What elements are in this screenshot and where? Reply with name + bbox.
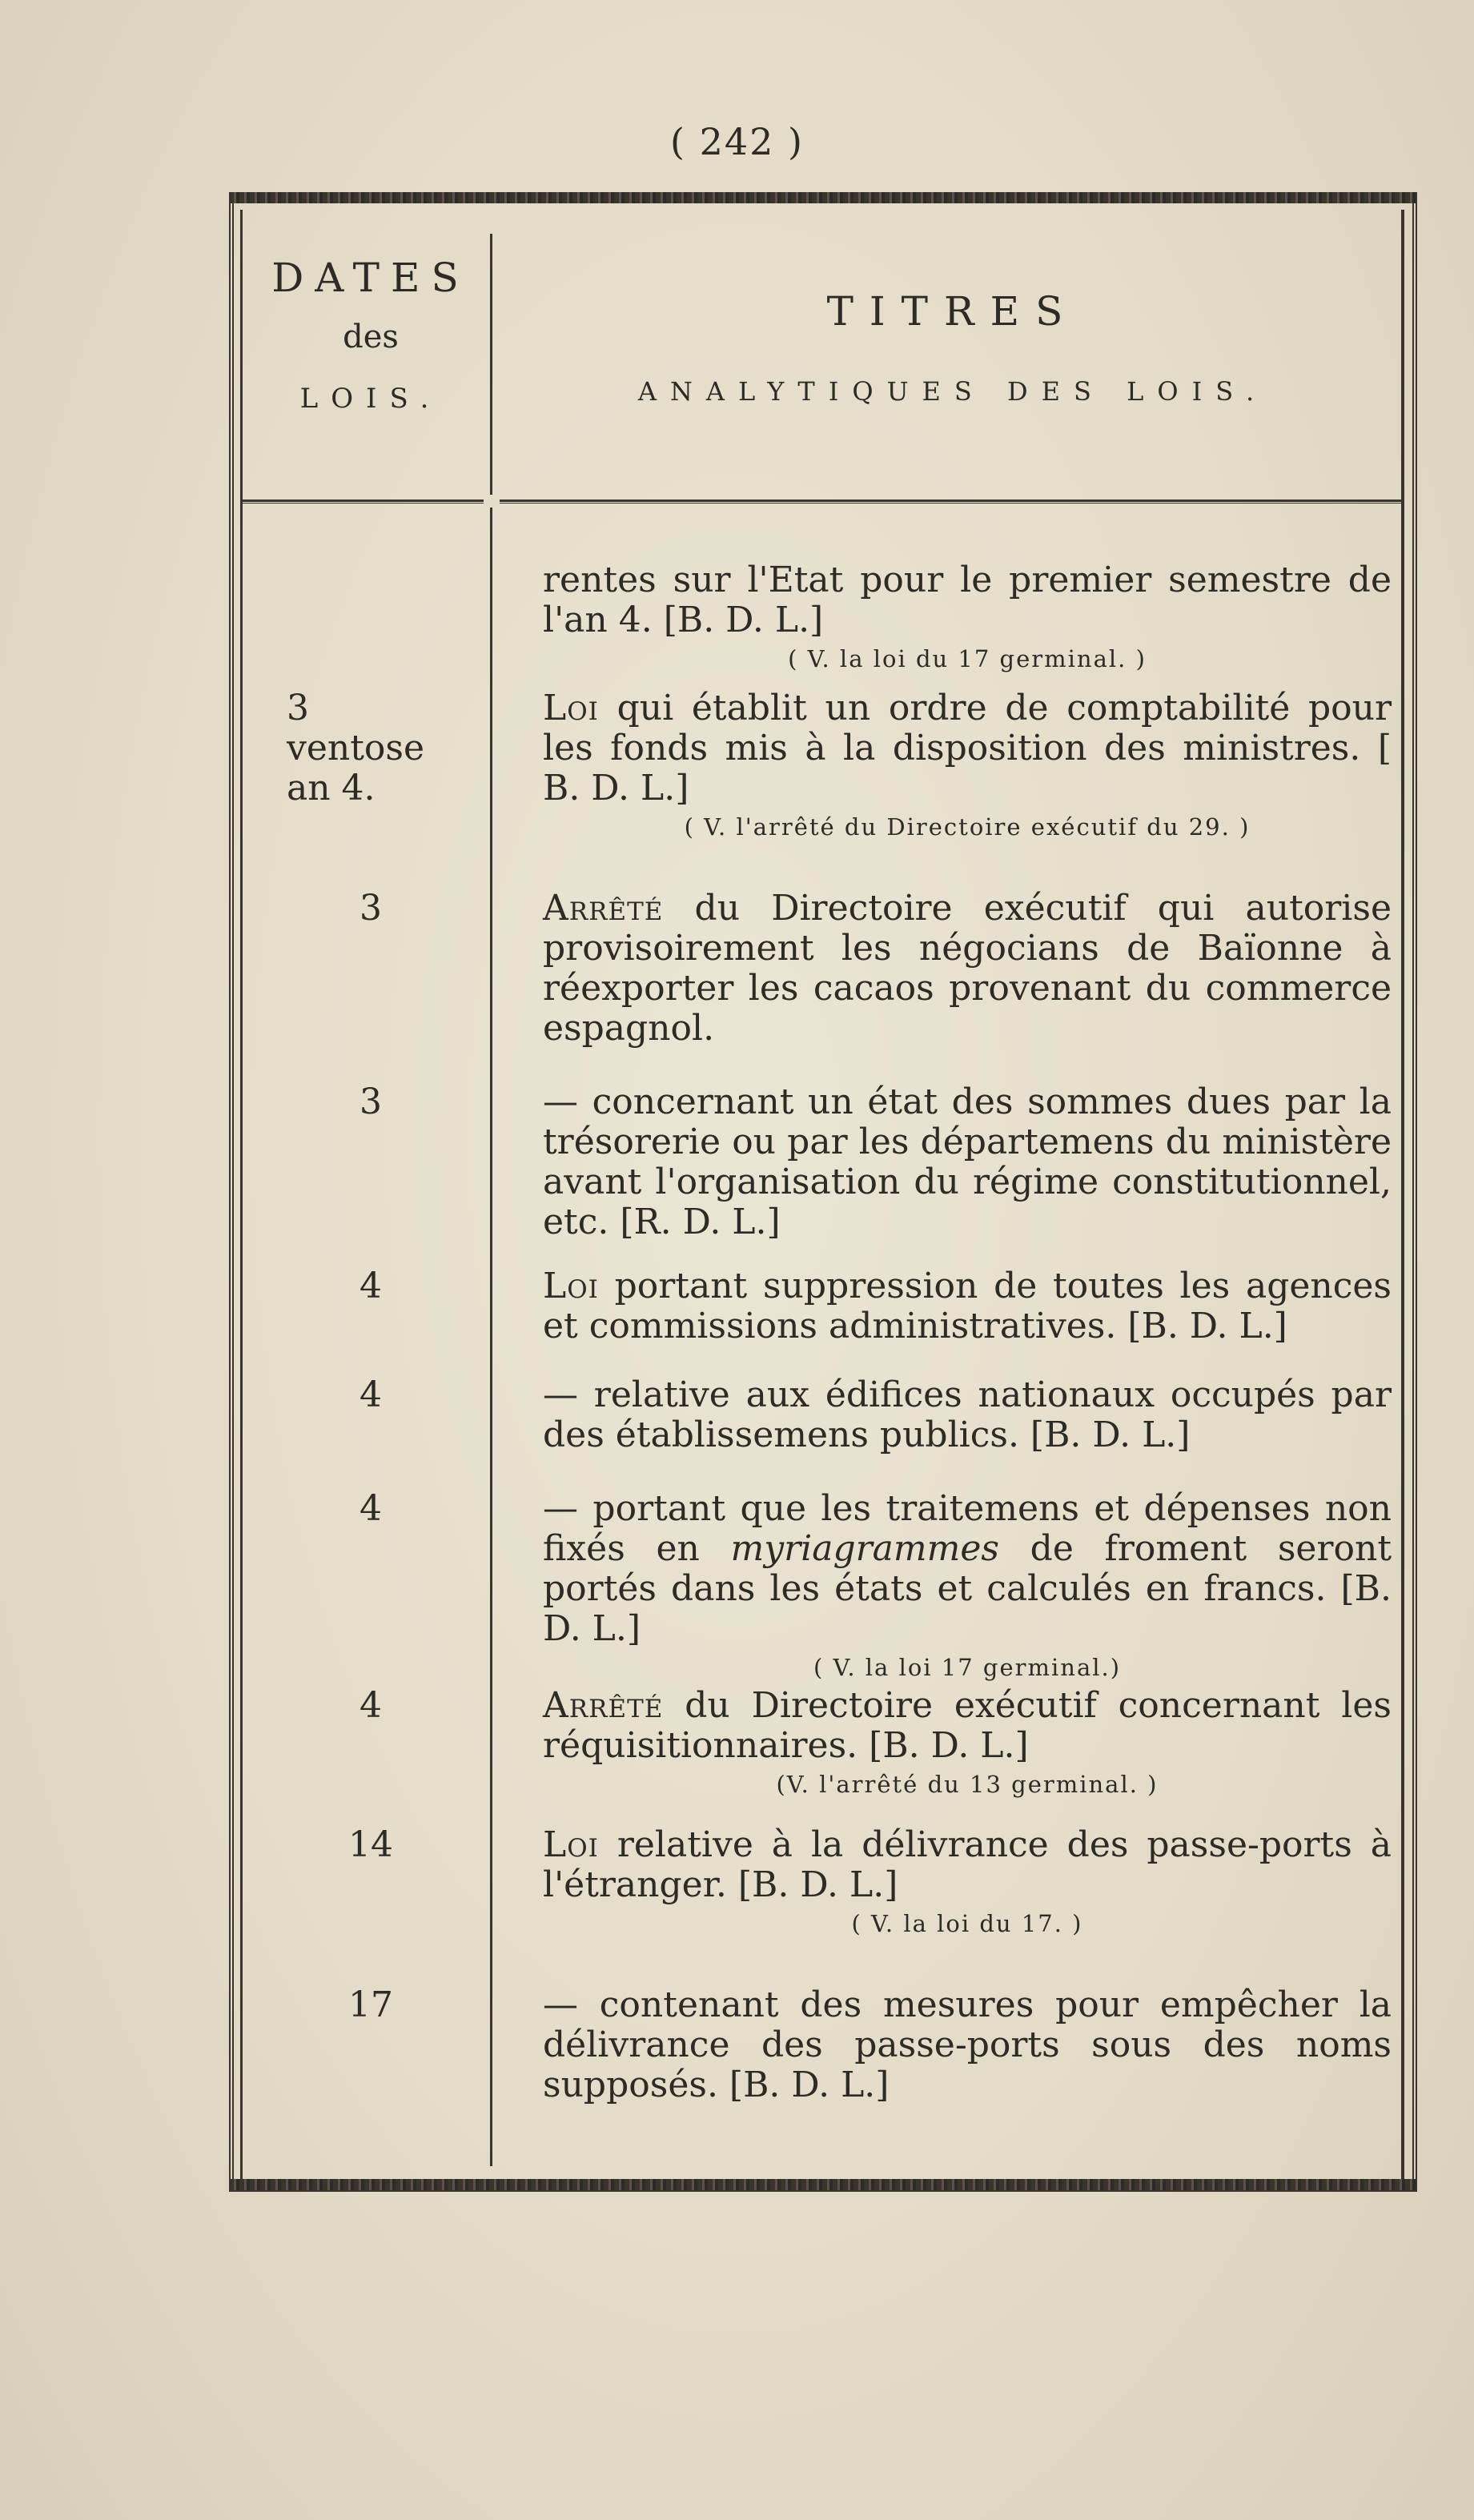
titles-header-title: TITRES [826,288,1079,335]
entry-date: 4 [359,1266,382,1306]
dates-header-des: des [343,319,399,355]
dates-header-lois: LOIS. [299,383,442,415]
entry-body: du Directoire exécutif qui autorise provisoirement les négocians de Baïonne à réexporter les cacaos provenant du commerce espagnol. [543,888,1392,1049]
entry-text [543,1686,1392,1803]
entry-body: qui établit un ordre de comptabilité pour les fonds mis à la disposition des ministres. [ B. D. L.] [543,688,1392,809]
entry-lead: Arrêté [543,888,664,929]
entry-lead: Arrêté [543,1685,664,1726]
entry-text [543,1985,1392,2105]
entry-body: du Directoire exécutif concernant les réquisitionnaires. [B. D. L.] [543,1685,1392,1766]
entry-text [543,1082,1392,1242]
entry-body: relative à la délivrance des passe-ports à l'étranger. [B. D. L.] [543,1824,1392,1905]
entry-text [543,560,1392,677]
entry-text [543,1375,1392,1455]
column-divider [490,234,492,2166]
entry-body: — concernant un état des sommes dues par la trésorerie ou par les départemens du ministère avant l'organisation du régime constitutionnel, etc. [R. D. L.] [543,1081,1392,1242]
entry-date: 4 [359,1374,382,1415]
entry-date: 3 [359,1081,382,1122]
entry-note: ( V. la loi 17 germinal.) [813,1654,1122,1681]
entry-body-end: de froment seront portés dans les états et calculés en francs. [B. D. L.] [543,1528,1392,1649]
entry-text [543,1266,1392,1346]
dates-column-header [255,255,487,415]
page-number: ( 242 ) [670,120,804,163]
entry-date: 4 [359,1685,382,1726]
header-rule-gap [484,495,500,508]
entry-date: 3 [359,888,382,929]
entry-text [543,889,1392,1049]
titles-header-subtitle: ANALYTIQUES DES LOIS. [637,376,1268,407]
entry-body-italic: myriagrammes [730,1528,999,1569]
entry-text [543,1489,1392,1686]
entry-body-start: — portant que les traitemens et dépenses non fixés en [543,1488,1392,1569]
entry-date: 4 [359,1488,382,1529]
entry-date: 14 [348,1824,393,1865]
entry-text [543,1825,1392,1942]
entry-body: — contenant des mesures pour empêcher la délivrance des passe-ports sous des noms supposés. [B. D. L.] [543,1984,1392,2105]
entry-note: ( V. l'arrêté du Directoire exécutif du 29. ) [684,813,1251,841]
entry-date: 3 ventose an 4. [287,688,425,809]
entry-lead: Loi [543,1824,599,1865]
entry-date: 17 [348,1984,393,2025]
entry-note: ( V. la loi du 17 germinal. ) [788,645,1147,672]
entry-lead: Loi [543,1266,599,1306]
dates-header-title: DATES [271,255,470,301]
header-rule [242,500,1404,504]
entry-body: rentes sur l'Etat pour le premier semestre de l'an 4. [B. D. L.] [543,560,1392,640]
entry-note: (V. l'arrêté du 13 germinal. ) [776,1771,1159,1798]
entry-body: portant suppression de toutes les agences et commissions administratives. [B. D. L.] [543,1266,1392,1346]
entry-note: ( V. la loi du 17. ) [851,1910,1083,1937]
entry-lead: Loi [543,688,599,728]
top-ornamental-rule [229,192,1417,203]
entry-body: — relative aux édifices nationaux occupés par des établissemens publics. [B. D. L.] [543,1374,1392,1455]
entry-text [543,688,1392,845]
bottom-ornamental-rule [229,2179,1417,2190]
titles-column-header [512,288,1393,407]
